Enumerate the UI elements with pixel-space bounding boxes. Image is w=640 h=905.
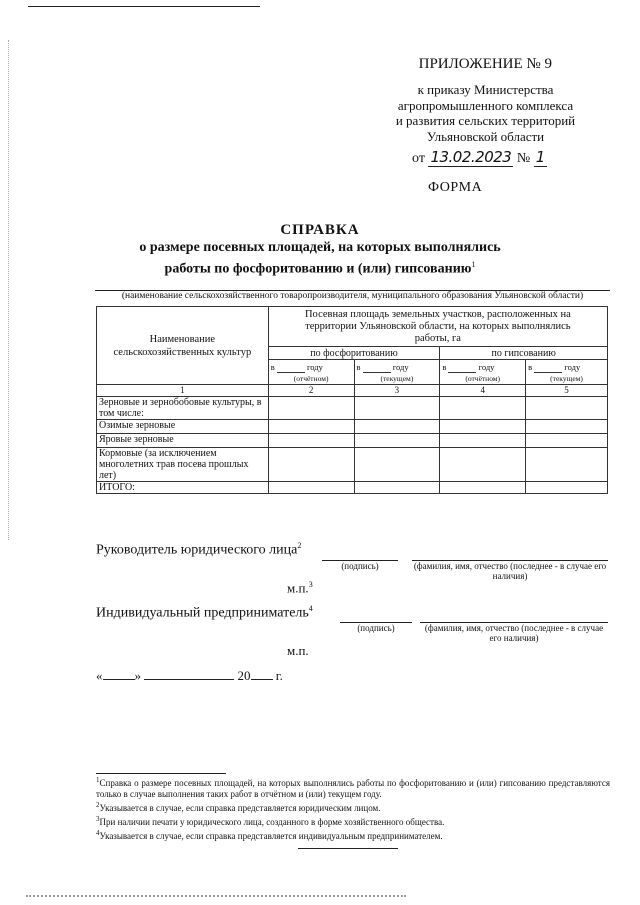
value-cell[interactable] — [526, 448, 608, 482]
value-cell[interactable] — [440, 482, 526, 494]
scan-artifact — [26, 895, 406, 897]
signature-caption: (подпись) — [341, 561, 379, 571]
title-line: работы по фосфоритованию и (или) гипсованию$^1$ — [164, 260, 476, 277]
value-cell[interactable] — [526, 397, 608, 420]
order-number-value: 1 — [535, 148, 545, 166]
table-row-total — [97, 482, 608, 494]
top-rule — [28, 6, 260, 7]
margin-mark — [8, 40, 10, 540]
form-label: ФОРМА — [428, 180, 483, 195]
bottom-rule — [298, 848, 398, 849]
column-number-row: 1 2 3 4 5 — [97, 385, 608, 397]
crop-label: Кормовые (за исключением многолетних трав посева прошлых лет) — [97, 448, 269, 482]
value-cell[interactable] — [268, 482, 354, 494]
value-cell[interactable] — [354, 397, 440, 420]
crop-label: Озимые зерновые — [97, 420, 269, 434]
value-cell[interactable] — [440, 397, 526, 420]
footnote-rule — [96, 773, 226, 774]
crop-label: Зерновые и зернобобовые культуры, в том числе: — [97, 397, 269, 420]
entrepreneur-label: Индивидуальный предприниматель$^4$ — [96, 604, 313, 621]
footnote: $^2$Указывается в случае, если справка представляется юридическим лицом. — [96, 801, 381, 813]
year-cell-current: в году (текущем) — [526, 360, 608, 385]
value-cell[interactable] — [440, 420, 526, 434]
footnotes — [96, 775, 610, 842]
value-cell[interactable] — [354, 448, 440, 482]
table-row — [97, 420, 608, 434]
table-row — [97, 397, 608, 420]
order-reference — [378, 82, 593, 144]
area-header: Посевная площадь земельных участков, расположенных на территории Ульяновской области, на которых выполнялись работы, га — [268, 307, 607, 347]
organization-caption: (наименование сельскохозяйственного товаропроизводителя, муниципального образования Ульяновской области) — [121, 291, 584, 301]
value-cell[interactable] — [354, 482, 440, 494]
year-field[interactable] — [363, 364, 391, 373]
value-cell[interactable] — [440, 448, 526, 482]
value-cell[interactable] — [268, 420, 354, 434]
stamp-label-2: м.п. — [287, 643, 309, 658]
gypsum-header: по гипсованию — [440, 347, 608, 360]
order-date: от 13.02.2023 № 1 — [412, 148, 545, 166]
crop-name-header: Наименование сельскохозяйственных культур — [97, 307, 269, 385]
table-row — [97, 448, 608, 482]
year-cell-current: в году (текущем) — [354, 360, 440, 385]
order-date-value: 13.02.2023 — [430, 148, 512, 166]
value-cell[interactable] — [354, 434, 440, 448]
footnote: $^3$При наличии печати у юридического лица, созданного в форме хозяйственного общества. — [96, 815, 445, 827]
value-cell[interactable] — [268, 448, 354, 482]
footnote: $^4$Указывается в случае, если справка представляется индивидуальным предпринимателем. — [96, 829, 443, 841]
phosphoritization-header: по фосфоритованию — [268, 347, 440, 360]
value-cell[interactable] — [526, 420, 608, 434]
table-row — [97, 434, 608, 448]
order-line: к приказу Министерства — [417, 82, 554, 97]
signature-caption: (подпись) — [357, 623, 395, 633]
year-cell-reported: в году (отчётном) — [268, 360, 354, 385]
stamp-label: м.п.$^3$ — [287, 580, 313, 596]
total-label: ИТОГО: — [97, 482, 269, 494]
value-cell[interactable] — [440, 434, 526, 448]
value-cell[interactable] — [526, 434, 608, 448]
order-line: агропромышленного комплекса — [397, 97, 574, 113]
order-line: и развития сельских территорий — [395, 113, 576, 128]
legal-head-label: Руководитель юридического лица$^2$ — [96, 541, 302, 558]
footnote: $^1$Справка о размере посевных площадей, на которых выполнялись работы по фосфоритованию и (или) гипсованию представляются только в случае выполнения таких работ в отчётном и (или) текущем году. — [96, 776, 610, 799]
year-field[interactable] — [277, 364, 305, 373]
year-cell-reported: в году (отчётном) — [440, 360, 526, 385]
date-line: « » 20 г. — [96, 668, 283, 683]
value-cell[interactable] — [268, 397, 354, 420]
document-title — [60, 222, 580, 278]
area-table — [96, 306, 608, 494]
crop-label: Яровые зерновые — [97, 434, 269, 448]
title-line: о размере посевных площадей, на которых выполнялись — [139, 240, 501, 255]
month-field[interactable] — [144, 669, 234, 680]
value-cell[interactable] — [268, 434, 354, 448]
order-line: Ульяновской области — [426, 128, 545, 144]
name-caption: (фамилия, имя, отчество (последнее - в случае его наличия) — [413, 561, 607, 581]
title-main: СПРАВКА — [280, 222, 360, 238]
name-caption: (фамилия, имя, отчество (последнее - в случае его наличия) — [424, 623, 604, 643]
appendix-title: ПРИЛОЖЕНИЕ № 9 — [418, 56, 552, 72]
year-field[interactable] — [251, 669, 273, 680]
value-cell[interactable] — [526, 482, 608, 494]
day-field[interactable] — [103, 669, 135, 680]
value-cell[interactable] — [354, 420, 440, 434]
year-field[interactable] — [448, 364, 476, 373]
year-field[interactable] — [534, 364, 562, 373]
